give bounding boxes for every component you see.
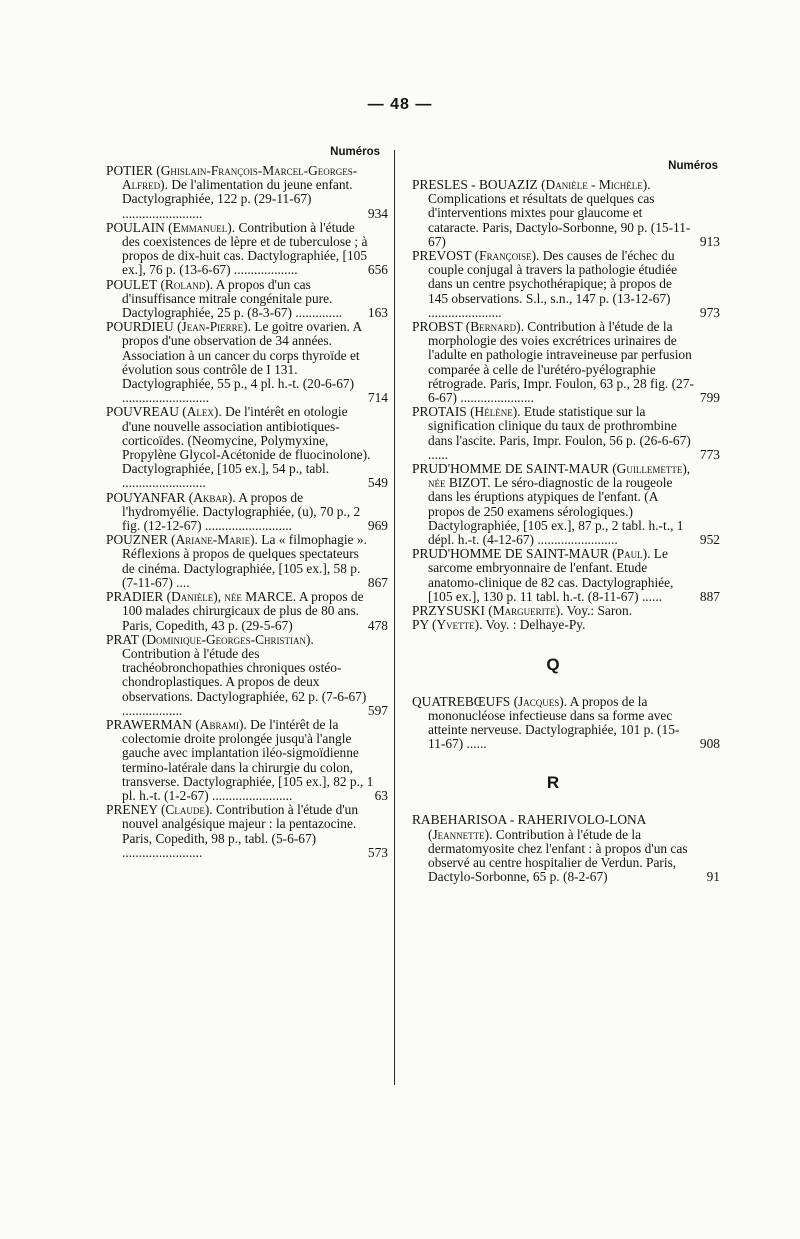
right-r-entries [412, 812, 720, 885]
entry-text: Des causes de l'échec du couple conjugal à travers la pathologie étudiée dans un centre psychothérapique; à propos de 145 observations. S.l., s.n., 147 p. (13-12-67) ...................... [428, 248, 678, 320]
entry-text: Complications et résultats de quelques cas d'interventions mixtes pour glaucome et cataracte. Paris, Dactylo-Sorbonne, 90 p. (15-11-67) [428, 191, 691, 249]
author-given-name: (Paul). [612, 546, 651, 562]
author-name: POTIER [106, 163, 153, 178]
author-given-name: (Abrami). [195, 716, 247, 732]
author-name: PROBST [412, 319, 463, 335]
author-given-name: (Françoise). [474, 248, 540, 264]
entry-text: A propos de la mononucléose infectieuse dans sa forme avec atteinte nerveuse. Dactylographiée, 101 p. (15-11-67) ...... [428, 693, 680, 752]
bibliography-entry [106, 404, 388, 491]
author-given-name: (Jeannette). [428, 826, 493, 842]
entry-text: De l'alimentation du jeune enfant. Dactylographiée, 122 p. (29-11-67) ........................ [122, 177, 353, 221]
bibliography-entry [412, 461, 720, 548]
entry-text: Voy.: Saron. [566, 603, 633, 619]
entry-number: 913 [699, 233, 720, 249]
bibliography-entry [412, 248, 720, 320]
entry-number: 973 [699, 304, 720, 320]
author-given-name: (Bernard). [465, 319, 524, 335]
author-name: PRAT [106, 631, 139, 647]
bibliography-entry [106, 716, 388, 803]
bibliography-entry [412, 812, 720, 885]
entry-number: 478 [367, 617, 388, 633]
entry-number: 908 [699, 736, 720, 752]
bibliography-entry [412, 546, 720, 604]
bibliography-entry [412, 319, 720, 406]
author-name: POULAIN [106, 219, 165, 235]
author-name: POUVREAU [106, 404, 179, 420]
entry-number: 714 [367, 390, 388, 406]
entry-number: 63 [374, 787, 388, 803]
entry-number: 573 [367, 844, 388, 860]
entry-text: A propos de l'hydromyélie. Dactylographiée, (u), 70 p., 2 fig. (12-12-67) .......................... [122, 489, 361, 534]
author-given-name: (Danièle - Michèle). [541, 177, 651, 192]
entry-number: 597 [367, 702, 388, 718]
author-given-name: (Hélène). [470, 404, 521, 420]
entry-text: Contribution à l'étude d'un nouvel analgésique majeur : la pentazocine. Paris, Copedith, 98 p., tabl. (5-6-67) ........................ [122, 802, 359, 860]
author-given-name: (Yvette). [431, 617, 483, 633]
entry-text: A propos de 100 malades chirurgicaux de plus de 80 ans. Paris, Copedith, 43 p. (29-5-67) [122, 589, 364, 633]
entry-text: Etude statistique sur la signification clinique du taux de prothrombine dans l'ascite. Paris, Impr. Foulon, 56 p. (26-6-67) ...... [428, 404, 691, 462]
entry-number: 773 [699, 446, 720, 462]
entry-text: Contribution à l'étude de la morphologie des voies excrétrices urinaires de l'adulte en pathologie intraveineuse par perfusion comparée à celle de l'urétéro-pyélographie rétrograde. Paris, Impr. Foulon, 63 p., 28 fig. (27-6-67) ...................... [428, 319, 694, 406]
author-name: POULET [106, 276, 158, 292]
page-number: — 48 — [367, 96, 433, 113]
bibliography-entry [106, 631, 388, 718]
entry-text: De l'intérêt de la colectomie droite prolongée jusqu'à l'angle gauche avec implantation iléo-sigmoïdienne termino-latérale dans la chirurgie du colon, transverse. Dactylographiée, [105 ex.], 82 p., 1 pl. h.-t. (1-2-67) ........................ [122, 716, 374, 803]
column-header-right: Numéros [668, 160, 718, 172]
author-given-name: (Jacques). [513, 693, 568, 709]
column-divider [394, 150, 395, 1085]
bibliography-entry [106, 319, 388, 406]
entry-number: 969 [367, 518, 388, 534]
entry-text: De l'intérêt en otologie d'une nouvelle association antibiotiques-corticoïdes. (Neomycine, Polymyxine, Propylène Glycol-Acétonide de fluocinolone). Dactylographiée, [105 ex.], 54 p., tabl. ......................... [122, 404, 371, 491]
author-name: PRESLES - BOUAZIZ [412, 177, 538, 192]
author-given-name: (Dominique-Georges-Christian). [141, 631, 314, 647]
bibliography-entry [106, 532, 388, 590]
right-p-entries [412, 177, 720, 633]
author-given-name: (Emmanuel). [168, 219, 236, 235]
left-entries [106, 163, 388, 860]
author-name: PRUD'HOMME DE SAINT-MAUR [412, 461, 609, 477]
entry-text: A propos d'un cas d'insuffisance mitrale congénitale pure. Dactylographiée, 25 p. (8-3-67) .............. [122, 276, 343, 321]
entry-number: 656 [367, 262, 388, 278]
bibliography-entry [106, 489, 388, 534]
entry-number: 952 [699, 532, 720, 548]
entry-text: Contribution à l'étude des trachéobronchopathies chroniques ostéo-chondroplastiques. A propos de deux observations. Dactylographiée, 62 p. (7-6-67) .................. [122, 645, 367, 718]
section-letter-r: R [546, 773, 560, 793]
column-header-left: Numéros [330, 146, 380, 158]
entry-text: Contribution à l'étude de la dermatomyosite chez l'enfant : à propos d'un cas observé au centre hospitalier de Verdun. Paris, Dactylo-Sorbonne, 65 p. (8-2-67) [428, 826, 688, 885]
bibliography-entry [106, 163, 388, 221]
entry-text: Le sarcome embryonnaire de l'enfant. Etude anatomo-clinique de 82 cas. Dactylographiée, [105 ex.], 130 p. 11 tabl. h.-t. (8-11-67) ...... [428, 546, 674, 604]
bibliography-entry [412, 177, 720, 249]
author-given-name: (Roland). [160, 276, 214, 292]
bibliography-entry [106, 589, 388, 633]
bibliography-entry [412, 618, 694, 632]
bibliography-entry [106, 219, 388, 278]
entry-number: 163 [367, 305, 388, 321]
entry-text: Le goitre ovarien. A propos d'une observation de 34 années. Association à un cancer du corps thyroïde et évolution sous contrôle de I 131. Dactylographiée, 55 p., 4 pl. h.-t. (20-6-67) .......................... [122, 319, 362, 406]
author-given-name: (Claude). [160, 802, 213, 818]
author-name: POUZNER [106, 532, 168, 548]
entry-number: 91 [706, 869, 720, 885]
author-given-name: (Marguerite). [488, 603, 564, 619]
entry-text: Voy. : Delhaye-Py. [485, 617, 586, 633]
entry-text: La « filmophagie ». Réflexions à propos de quelques spectateurs de cinéma. Dactylographiée, [105 ex.], 58 p. (7-11-67) .... [122, 532, 367, 590]
entry-text: Le séro-diagnostic de la rougeole dans les éruptions atypiques de l'enfant. (A propos de 250 examens sérologiques.) Dactylographiée, [105 ex.], 87 p., 2 tabl. h.-t., 1 dépl. h.-t. (4-12-67) ........................ [428, 475, 684, 548]
entry-number: 867 [367, 574, 388, 590]
author-given-name: (Alex). [182, 404, 222, 420]
entry-text: Contribution à l'étude des coexistences de lèpre et de tuberculose ; à propos de dix-huit cas. Dactylographiée, [105 ex.], 76 p. (13-6-67) ................... [122, 219, 368, 278]
author-name: POURDIEU [106, 319, 174, 335]
right-column [412, 146, 720, 885]
author-name: QUATREBŒUFS [412, 693, 511, 709]
right-q-entries [412, 693, 720, 752]
author-given-name: (Jean-Pierre). [177, 319, 251, 335]
author-name: PROTAIS [412, 404, 467, 420]
bibliography-entry [412, 404, 720, 462]
author-name: PRZYSUSKI [412, 603, 485, 619]
author-name: PREVOST [412, 248, 472, 264]
entry-number: 934 [367, 205, 388, 221]
entry-number: 887 [699, 588, 720, 604]
bibliography-entry [106, 802, 388, 860]
author-given-name: (Danièle), née MARCE. [166, 589, 297, 605]
bibliography-entry [106, 276, 388, 321]
author-name: PRAWERMAN [106, 716, 192, 732]
author-name: POUYANFAR [106, 489, 186, 505]
entry-number: 799 [699, 390, 720, 406]
section-letter-q: Q [546, 654, 560, 674]
author-name: PRADIER [106, 589, 164, 605]
author-name: PY [412, 617, 429, 633]
author-given-name: (Ghislain-François-Marcel-Georges-Alfred). [122, 163, 358, 193]
author-name: PRENEY [106, 802, 158, 818]
bibliography-entry [412, 604, 694, 618]
entry-number: 549 [367, 475, 388, 491]
author-name: RABEHARISOA - RAHERIVOLO-LONA [412, 812, 646, 828]
author-given-name: (Akbar). [188, 489, 236, 505]
author-given-name: (Ariane-Marie). [171, 532, 258, 548]
author-name: PRUD'HOMME DE SAINT-MAUR [412, 546, 609, 562]
author-given-name: (Guillemette), née BIZOT. [428, 461, 691, 491]
left-column [106, 146, 388, 860]
bibliography-entry [412, 693, 720, 752]
